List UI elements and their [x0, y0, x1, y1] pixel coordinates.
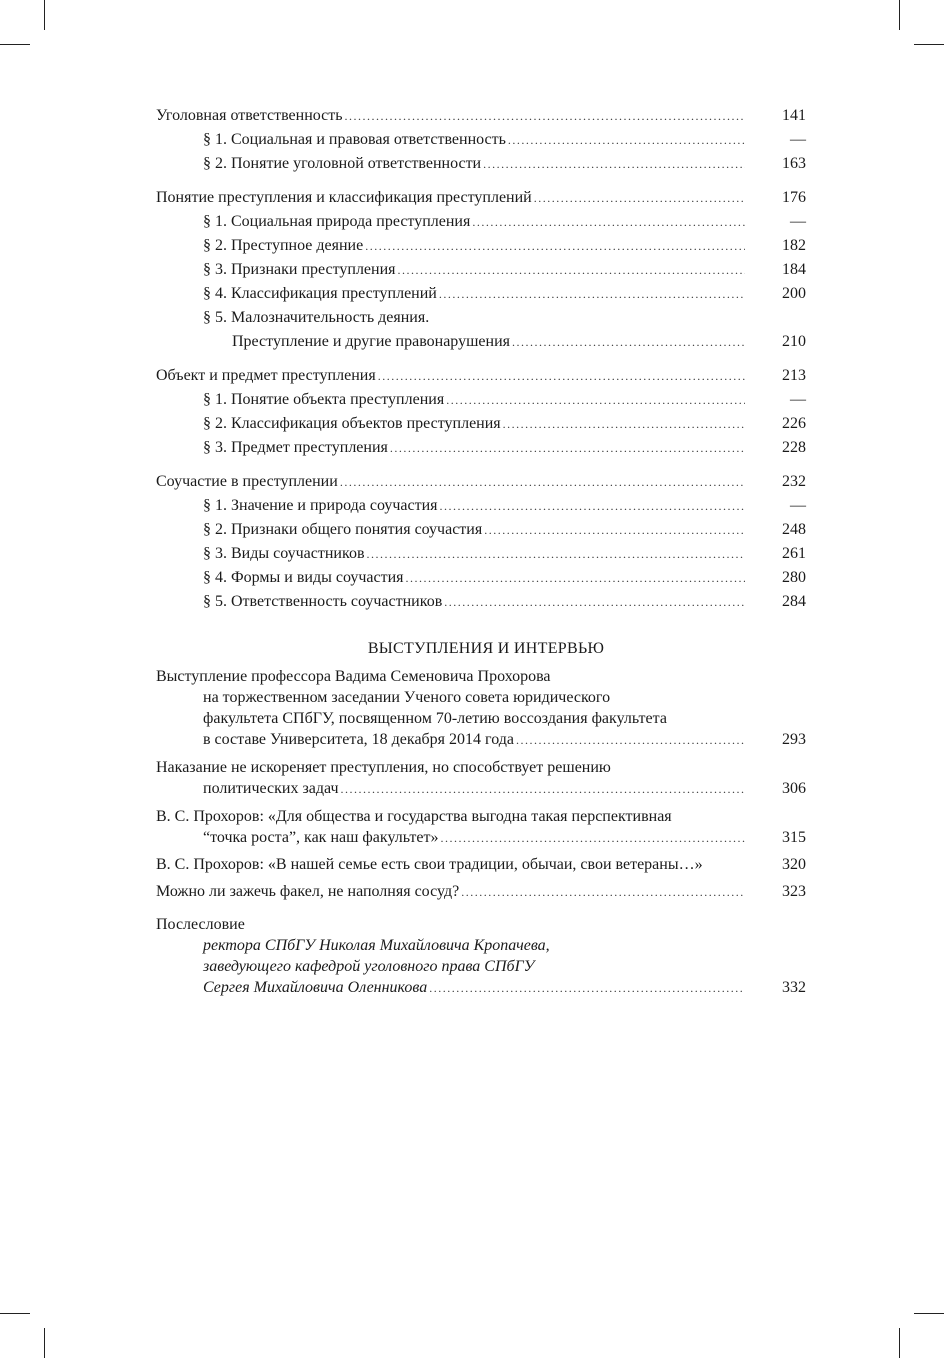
crop-mark-top-left-h [0, 44, 30, 45]
toc-section-title: § 1. Социальная природа преступления [203, 213, 471, 230]
toc-entry-last-line [156, 977, 806, 998]
toc-section[interactable] [156, 128, 806, 152]
toc-section[interactable] [156, 566, 806, 590]
toc-page-number: 200 [782, 285, 806, 302]
toc-page-number: 176 [782, 189, 806, 206]
toc-entry-line: Можно ли зажечь факел, не наполняя сосуд? [156, 883, 460, 900]
toc-section[interactable] [156, 306, 806, 330]
toc-page-number: 323 [782, 883, 806, 900]
toc-section[interactable] [156, 152, 806, 176]
toc-chapter-title: Понятие преступления и классификация преступлений [156, 189, 532, 206]
crop-mark-bottom-left-v [44, 1328, 45, 1358]
toc-section[interactable] [156, 436, 806, 460]
toc-page-number: 332 [782, 979, 806, 996]
toc-entry-line: политических задач [203, 780, 339, 797]
toc-entry[interactable] [156, 757, 806, 799]
toc-section[interactable] [156, 388, 806, 412]
crop-mark-top-left-v [44, 0, 45, 30]
toc-section-title: § 2. Понятие уголовной ответственности [203, 155, 482, 172]
toc-entry-line: Выступление профессора Вадима Семеновича Прохорова [156, 668, 551, 685]
toc-entry-line: Послесловие [156, 916, 245, 933]
toc-section-title: § 1. Социальная и правовая ответственность [203, 131, 506, 148]
toc-entry-line: Наказание не искореняет преступления, но способствует решению [156, 759, 611, 776]
toc-chapter[interactable] [156, 470, 806, 494]
toc-section-title: § 5. Ответственность соучастников [203, 593, 443, 610]
toc-section[interactable] [156, 412, 806, 436]
toc-entry[interactable] [156, 881, 806, 902]
toc-section-title: § 2. Классификация объектов преступления [203, 415, 501, 432]
toc-page-number: 248 [782, 521, 806, 538]
toc-page-number: 226 [782, 415, 806, 432]
toc-page-number: 232 [782, 473, 806, 490]
toc-chapter-title: Соучастие в преступлении [156, 473, 338, 490]
toc-page-number: 228 [782, 439, 806, 456]
toc-page-number: — [790, 131, 806, 148]
toc-section-title: § 1. Понятие объекта преступления [203, 391, 445, 408]
toc-section-title: § 2. Преступное деяние [203, 237, 364, 254]
toc-page-number: — [790, 497, 806, 514]
toc-page-number: 163 [782, 155, 806, 172]
crop-mark-top-right-v [899, 0, 900, 30]
toc-section[interactable] [156, 282, 806, 306]
toc-chapter-title: Уголовная ответственность [156, 107, 343, 124]
toc-entry-line: “точка роста”, как наш факультет» [203, 829, 439, 846]
toc-page-number: — [790, 213, 806, 230]
toc-section-title: § 2. Признаки общего понятия соучастия [203, 521, 483, 538]
crop-mark-bottom-left-h [0, 1313, 30, 1314]
toc-section-title: § 4. Формы и виды соучастия [203, 569, 404, 586]
toc-entry-last-line [156, 729, 806, 750]
crop-mark-bottom-right-v [899, 1328, 900, 1358]
toc-entry-line: на торжественном заседании Ученого совета юридического [203, 689, 611, 706]
toc-entry-last-line [156, 778, 806, 799]
toc-page-number: 306 [782, 780, 806, 797]
crop-mark-bottom-right-h [914, 1313, 944, 1314]
toc-chapter-title: Объект и предмет преступления [156, 367, 376, 384]
toc-entry[interactable] [156, 914, 806, 998]
toc-page-number: 261 [782, 545, 806, 562]
toc-section[interactable] [156, 494, 806, 518]
toc-entry-line: Сергея Михайловича Оленникова [203, 979, 428, 996]
toc-entry[interactable] [156, 854, 806, 875]
toc-section-title: § 4. Классификация преступлений [203, 285, 437, 302]
toc-entry-line: В. С. Прохоров: «В нашей семье есть свои традиции, обычаи, свои ветераны…» [156, 856, 703, 873]
toc-entry-line: ректора СПбГУ Николая Михайловича Кропачева, [203, 937, 550, 954]
toc-page-number: 280 [782, 569, 806, 586]
toc-page-number: 213 [782, 367, 806, 384]
toc-section[interactable] [156, 258, 806, 282]
toc-section-title: § 1. Значение и природа соучастия [203, 497, 438, 514]
toc-section-title: Преступление и другие правонарушения [232, 333, 510, 350]
toc-page-number: 184 [782, 261, 806, 278]
toc-page-number: 182 [782, 237, 806, 254]
table-of-contents [156, 104, 806, 998]
toc-page-number: 320 [782, 856, 806, 873]
toc-chapter[interactable] [156, 104, 806, 128]
toc-page-number: 210 [782, 333, 806, 350]
toc-section-title: § 5. Малозначительность деяния. [203, 309, 430, 326]
toc-entry-line: в составе Университета, 18 декабря 2014 года [203, 731, 514, 748]
toc-page-number: — [790, 391, 806, 408]
toc-section[interactable] [156, 590, 806, 614]
toc-entry-line: В. С. Прохоров: «Для общества и государства выгодна такая перспективная [156, 808, 672, 825]
toc-page-number: 284 [782, 593, 806, 610]
toc-page-number: 141 [782, 107, 806, 124]
toc-section-title: § 3. Виды соучастников [203, 545, 365, 562]
toc-chapter[interactable] [156, 364, 806, 388]
toc-section-continuation[interactable] [156, 330, 806, 354]
toc-section-title: § 3. Признаки преступления [203, 261, 396, 278]
toc-section[interactable] [156, 210, 806, 234]
toc-section[interactable] [156, 234, 806, 258]
toc-page-number: 293 [782, 731, 806, 748]
crop-mark-top-right-h [914, 44, 944, 45]
toc-entry[interactable] [156, 806, 806, 848]
toc-section[interactable] [156, 542, 806, 566]
toc-section-title: § 3. Предмет преступления [203, 439, 388, 456]
toc-entry[interactable] [156, 666, 806, 750]
toc-entry-line: заведующего кафедрой уголовного права СПбГУ [203, 958, 535, 975]
toc-chapter[interactable] [156, 186, 806, 210]
section-heading: ВЫСТУПЛЕНИЯ И ИНТЕРВЬЮ [367, 640, 605, 657]
toc-entry-line: факультета СПбГУ, посвященном 70-летию воссоздания факультета [203, 710, 667, 727]
toc-page-number: 315 [782, 829, 806, 846]
toc-entry-last-line [156, 827, 806, 848]
toc-section[interactable] [156, 518, 806, 542]
